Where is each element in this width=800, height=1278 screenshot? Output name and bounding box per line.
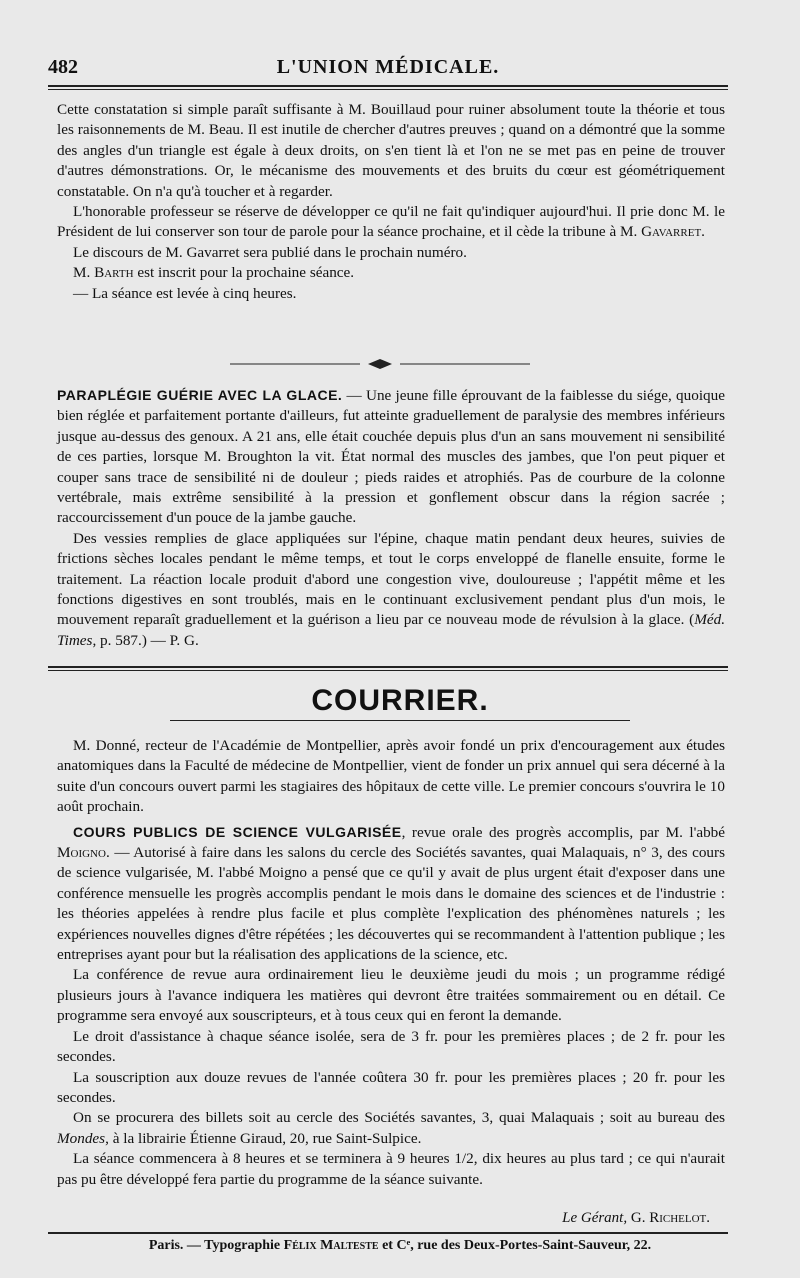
paragraph (57, 100, 725, 202)
gerant-label: Le Gérant, (562, 1210, 628, 1226)
paragraph-text: Des vessies remplies de glace appliquées sur l'épine, chaque matin pendant deux heures, suivies de frictions sèches locales pendant le même temps, et tout le corps enveloppé de flanelle ensuite, forme le traitement. La réaction locale produit d'abord une congestion vive, douloureuse ; l'appétit même et les fonctions digestives en sont troublés, mais en le continuant exclusivement pendant plus d'un mois, le mouvement reparaît graduellement et la guérison a lieu par ce nouveau mode de révulsion à la glace. ( (57, 529, 725, 629)
article-heading: COURS PUBLICS DE SCIENCE VULGARISÉE (73, 823, 402, 840)
section-courrier (57, 736, 725, 1190)
paragraph-text: La souscription aux douze revues de l'année coûtera 30 fr. pour les premières places ; 20 fr. pour les secondes. (57, 1068, 725, 1106)
paragraph (57, 736, 725, 818)
courrier-rule (170, 720, 630, 721)
speaker-name: Barth (94, 264, 134, 282)
paragraph-text: La séance commencera à 8 heures et se terminera à 9 heures 1/2, dix heures au plus tard ; ce qui n'aurait pas pu être développé fera partie du programme de la séance suivante. (57, 1150, 725, 1188)
footer-rule (48, 1232, 728, 1234)
speaker-name: Gavarret (641, 223, 702, 241)
paragraph-text: , revue orale des progrès accomplis, par M. l'abbé (401, 823, 726, 841)
paragraph (57, 1149, 725, 1190)
paragraph-text: Le droit d'assistance à chaque séance isolée, sera de 3 fr. pour les premières places ; de 2 fr. pour les secondes. (57, 1027, 725, 1066)
paragraph (57, 284, 725, 304)
paragraph (57, 263, 725, 283)
imprint-text: Paris. — Typographie (148, 1238, 284, 1253)
paragraph-text: — Une jeune fille éprouvant de la faiblesse du siége, quoique bien réglée et parfaitement portante d'ailleurs, fut atteinte graduellement de paralysie des membres inférieurs jusque au-dessus des genoux. A 21 ans, elle était couchée depuis plus d'un an sans mouvement ni sensibilité de ces parties, lorsque M. Broughton la vit. État normal des muscles des jambes, que l'on peut piquer et couper sans trace de sensibilité ni de douleur ; pieds raides et atrophiés. Pas de courbure de la colonne vertébrale, mais extrême sensibilité à la pression et gonflement obscur dans la région sacrée ; raccourcissement d'un pouce de la jambe gauche. (57, 387, 725, 527)
paragraph-text: . — Autorisé à faire dans les salons du cercle des Sociétés savantes, quai Malaquais, n° 3, des cours de science vulgarisée, M. l'abbé Moigno a pensé que ce qu'il y avait de plus urgent était d'exposer dans une conférence mensuelle les progrès accomplis pendant le mois dans le domaine des sciences et de l'industrie : les théories appelées à rendre plus facile et plus complète l'explication des phénomènes naturels ; les expériences nouvelles dignes d'être répétées ; les découvertes qui se recommandent à l'attention publique ; les entreprises ayant pour but la réalisation des applications de la science, etc. (57, 844, 725, 964)
paragraph-text: On se procurera des billets soit au cercle des Sociétés savantes, 3, quai Malaquais ; soit au bureau des (73, 1109, 725, 1127)
author-name: Moigno (57, 844, 106, 862)
paragraph-text: est inscrit pour la prochaine séance. (133, 264, 355, 282)
printer-name: Félix Malteste (283, 1238, 379, 1253)
paragraph-text: La conférence de revue aura ordinairement lieu le deuxième jeudi du mois ; un programme rédigé plusieurs jours à l'avance indiquera les matières qui devront être traitées sommairement ou en détail. Ce programme sera envoyé aux souscripteurs, et à tous ceux qui en feront la demande. (57, 966, 725, 1025)
article-heading: PARAPLÉGIE GUÉRIE AVEC LA GLACE. (57, 387, 343, 403)
paragraph (57, 1108, 725, 1149)
paragraph (57, 822, 725, 966)
paragraph-text: , p. 587.) — P. G. (92, 631, 199, 649)
paragraph (57, 1027, 725, 1068)
header-rule (48, 85, 728, 87)
section-rule (48, 666, 728, 668)
section-rule-thin (48, 670, 728, 671)
paragraph-text: Le discours de M. Gavarret sera publié dans le prochain numéro. (73, 243, 467, 261)
imprint-text: et Cᵉ, rue des Deux-Portes-Saint-Sauveur, 22. (378, 1238, 652, 1253)
paragraph-text: , à la librairie Étienne Giraud, 20, rue Saint-Sulpice. (105, 1129, 422, 1147)
source-citation: Méd. Times (57, 611, 725, 649)
paragraph (57, 529, 725, 651)
courrier-title: COURRIER. (311, 684, 489, 717)
page-header (48, 52, 728, 82)
publication-title: Mondes (57, 1129, 106, 1147)
paragraph (57, 965, 725, 1026)
ornament-divider (230, 358, 530, 370)
paragraph-text: L'honorable professeur se réserve de développer ce qu'il ne fait qu'indiquer aujourd'hui. Il prie donc M. le Président de lui conserver son tour de parole pour la séance prochaine, et il cède la tribune à M. (57, 203, 725, 241)
gerant-signature (440, 1210, 710, 1227)
paragraph (57, 202, 725, 243)
gerant-name: G. Richelot. (630, 1210, 710, 1226)
paragraph-text: M. (73, 264, 95, 282)
page-number: 482 (48, 56, 78, 78)
paragraph-text: — La séance est levée à cinq heures. (73, 284, 297, 302)
section-paraplegie (57, 385, 725, 651)
paragraph (57, 1068, 725, 1109)
paragraph-text: Cette constatation si simple paraît suffisante à M. Bouillaud pour ruiner absolument toute la théorie et tous les raisonnements de M. Beau. Il est inutile de chercher d'autres preuves ; quand on a démontré que la somme des angles d'un triangle est égale à deux droits, on s'en tient là et l'on ne se met pas en peine de trouver d'autres démonstrations. Or, le mécanisme des mouvements et des bruits du cœur est géométriquement constatable. On n'a qu'à toucher et à regarder. (57, 101, 725, 200)
running-title: L'UNION MÉDICALE. (276, 56, 500, 78)
paragraph-text: . (701, 223, 705, 241)
paragraph-text: M. Donné, recteur de l'Académie de Montpellier, après avoir fondé un prix d'encouragement aux études anatomiques dans la Faculté de médecine de Montpellier, vient de fonder un prix annuel qui sera décerné à la suite d'un concours ouvert parmi les stagiaires des hôpitaux de cette ville. Le premier concours s'ouvrira le 10 août prochain. (57, 737, 725, 816)
header-rule-thin (48, 89, 728, 90)
imprint-line (0, 1238, 800, 1254)
paragraph (57, 385, 725, 529)
section-debate (57, 100, 725, 304)
paragraph (57, 243, 725, 263)
